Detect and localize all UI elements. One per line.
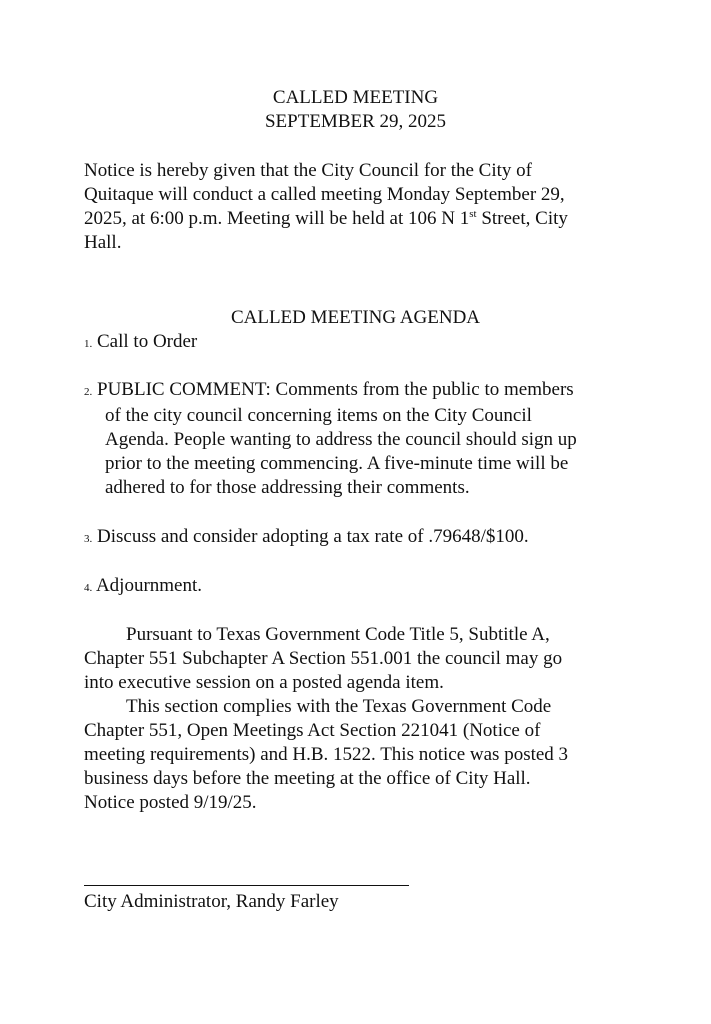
notice-line: [84, 207, 644, 231]
agenda-item-text: adhered to for those addressing their comments.: [105, 477, 470, 498]
agenda-item-number: 1.: [84, 338, 93, 350]
agenda-item-number: 2.: [84, 386, 93, 398]
agenda-item-line: [84, 330, 644, 356]
notice-paragraph: [84, 159, 644, 255]
notice-line: Hall.: [84, 232, 122, 253]
legal-line: Chapter 551 Subchapter A Section 551.001 the council may go: [84, 648, 563, 669]
agenda-item: [84, 378, 644, 500]
agenda-item-text: Discuss and consider adopting a tax rate of .79648/$100.: [97, 526, 529, 547]
agenda-item-number: 3.: [84, 533, 93, 545]
legal-line: Chapter 551, Open Meetings Act Section 221041 (Notice of: [84, 720, 541, 741]
legal-line: business days before the meeting at the office of City Hall.: [84, 768, 531, 789]
signature-line: [84, 885, 409, 886]
signature-name: City Administrator, Randy Farley: [84, 891, 339, 912]
agenda-item-text: of the city council concerning items on the City Council: [105, 405, 532, 426]
compliance-paragraph: [84, 695, 644, 815]
agenda-title: CALLED MEETING AGENDA: [230, 307, 481, 328]
meeting-date: SEPTEMBER 29, 2025: [264, 111, 447, 132]
agenda-item: [84, 574, 644, 600]
legal-line: Pursuant to Texas Government Code Title 5, Subtitle A,: [126, 624, 550, 645]
notice-line: Notice is hereby given that the City Council for the City of: [84, 160, 532, 181]
ordinal-suffix: st: [469, 208, 477, 220]
agenda-item: [84, 330, 644, 356]
agenda-item-text: Call to Order: [97, 331, 198, 352]
legal-line: This section complies with the Texas Government Code: [126, 696, 552, 717]
agenda-item-text: prior to the meeting commencing. A five-minute time will be: [105, 453, 569, 474]
legal-line: meeting requirements) and H.B. 1522. This notice was posted 3: [84, 744, 569, 765]
agenda-item-line: [84, 378, 644, 404]
executive-session-paragraph: [84, 623, 644, 695]
agenda-item: [84, 525, 644, 551]
agenda-item-text: PUBLIC COMMENT: Comments from the public to members: [97, 379, 574, 400]
meeting-title: CALLED MEETING: [272, 87, 439, 108]
notice-line-text: Street, City: [476, 208, 568, 229]
legal-line: Notice posted 9/19/25.: [84, 792, 257, 813]
agenda-item-text: Adjournment.: [95, 575, 203, 596]
agenda-item-number: 4.: [84, 582, 93, 594]
notice-line-text: 2025, at 6:00 p.m. Meeting will be held at 106 N 1: [84, 208, 470, 229]
notice-line: Quitaque will conduct a called meeting Monday September 29,: [84, 184, 565, 205]
legal-line: into executive session on a posted agenda item.: [84, 672, 444, 693]
agenda-item-line: [84, 525, 644, 551]
agenda-item-line: [84, 574, 644, 600]
agenda-item-text: Agenda. People wanting to address the council should sign up: [105, 429, 577, 450]
